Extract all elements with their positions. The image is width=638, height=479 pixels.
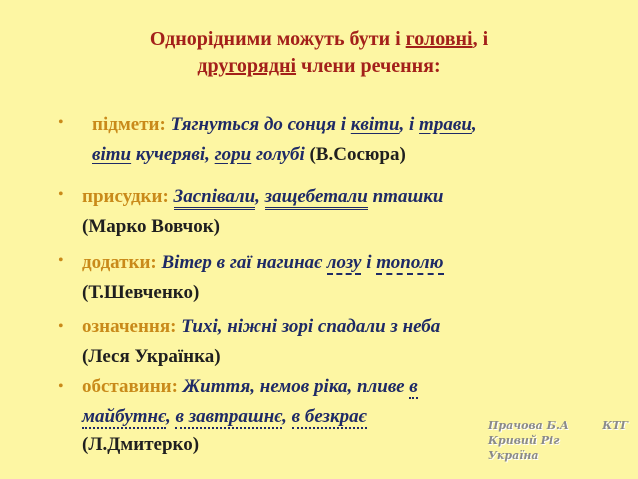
bullet-icon: • — [58, 378, 64, 395]
example-text: Тихі, ніжні зорі спадали з неба — [181, 316, 441, 337]
title-line-1 — [0, 26, 638, 53]
title-text: члени речення: — [296, 55, 441, 77]
bullet-icon: • — [58, 186, 64, 203]
title-text: Однорідними можуть бути і — [149, 28, 406, 50]
item-source: (Леся Українка) — [82, 346, 221, 367]
title-underlined-word: головні — [405, 28, 473, 50]
list-item-subjects — [92, 110, 612, 140]
example-text: кучеряві, — [131, 144, 215, 165]
list-item-predicates — [82, 182, 612, 212]
item-source: (Т.Шевченко) — [82, 282, 200, 303]
predicate-word: защебетали — [265, 186, 368, 210]
signature-city: Кривий Ріг — [488, 434, 560, 447]
author-signature — [488, 418, 628, 463]
slide-title — [0, 26, 638, 80]
predicate-word: Заспівали — [174, 186, 256, 210]
object-word: тополю — [376, 252, 444, 273]
list-item-adverbials — [82, 372, 612, 402]
object-word: лозу — [326, 252, 362, 273]
adverbial-word: в завтрашнє — [175, 406, 283, 427]
signature-country: Україна — [488, 449, 539, 462]
example-text: , і — [399, 114, 420, 135]
example-text: Тягнуться до сонця і — [170, 114, 351, 135]
example-text: і — [361, 252, 377, 273]
example-text: , — [471, 114, 477, 135]
signature-author: Прачова Б.А — [488, 419, 569, 432]
item-source: (В.Сосюра) — [309, 144, 406, 165]
list-item-predicates-source — [82, 212, 220, 242]
adverbial-word: майбутнє — [82, 406, 166, 427]
example-text: голубі — [251, 144, 310, 165]
example-text: , — [165, 406, 176, 427]
bullet-icon: • — [58, 318, 64, 335]
item-source: (Марко Вовчок) — [82, 216, 221, 237]
title-text: , і — [472, 28, 489, 50]
example-text: , — [282, 406, 292, 427]
item-label: присудки: — [82, 186, 169, 207]
adverbial-word: в безкрає — [291, 406, 367, 427]
item-label: підмети: — [92, 114, 166, 135]
subject-word: віти — [92, 144, 132, 165]
list-item-objects-source — [82, 278, 199, 308]
subject-word: квіти — [350, 114, 400, 135]
list-item-attributes-source — [82, 342, 221, 372]
example-text: , — [255, 186, 265, 207]
item-source: (Л.Дмитерко) — [82, 434, 200, 455]
item-label: означення: — [82, 316, 177, 337]
example-text: пташки — [367, 186, 444, 207]
bullet-icon: • — [58, 252, 64, 269]
list-item-attributes — [82, 312, 612, 342]
list-item-adverbials-source — [82, 430, 199, 460]
list-item-subjects-cont — [92, 140, 612, 170]
title-underlined-word: другорядні — [197, 55, 297, 77]
item-label: додатки: — [82, 252, 157, 273]
list-item-adverbials-cont — [82, 402, 482, 432]
subject-word: трави — [419, 114, 472, 135]
list-item-objects — [82, 248, 612, 278]
signature-line-1 — [488, 418, 628, 433]
subject-word: гори — [214, 144, 252, 165]
example-text: Вітер в гаї нагинає — [161, 252, 327, 273]
example-text: Життя, немов ріка, пливе — [182, 376, 410, 397]
signature-org: КТГ — [602, 419, 628, 432]
item-label: обставини: — [82, 376, 178, 397]
title-line-2 — [0, 53, 638, 80]
bullet-icon: • — [58, 114, 64, 131]
adverbial-word: в — [409, 376, 418, 397]
